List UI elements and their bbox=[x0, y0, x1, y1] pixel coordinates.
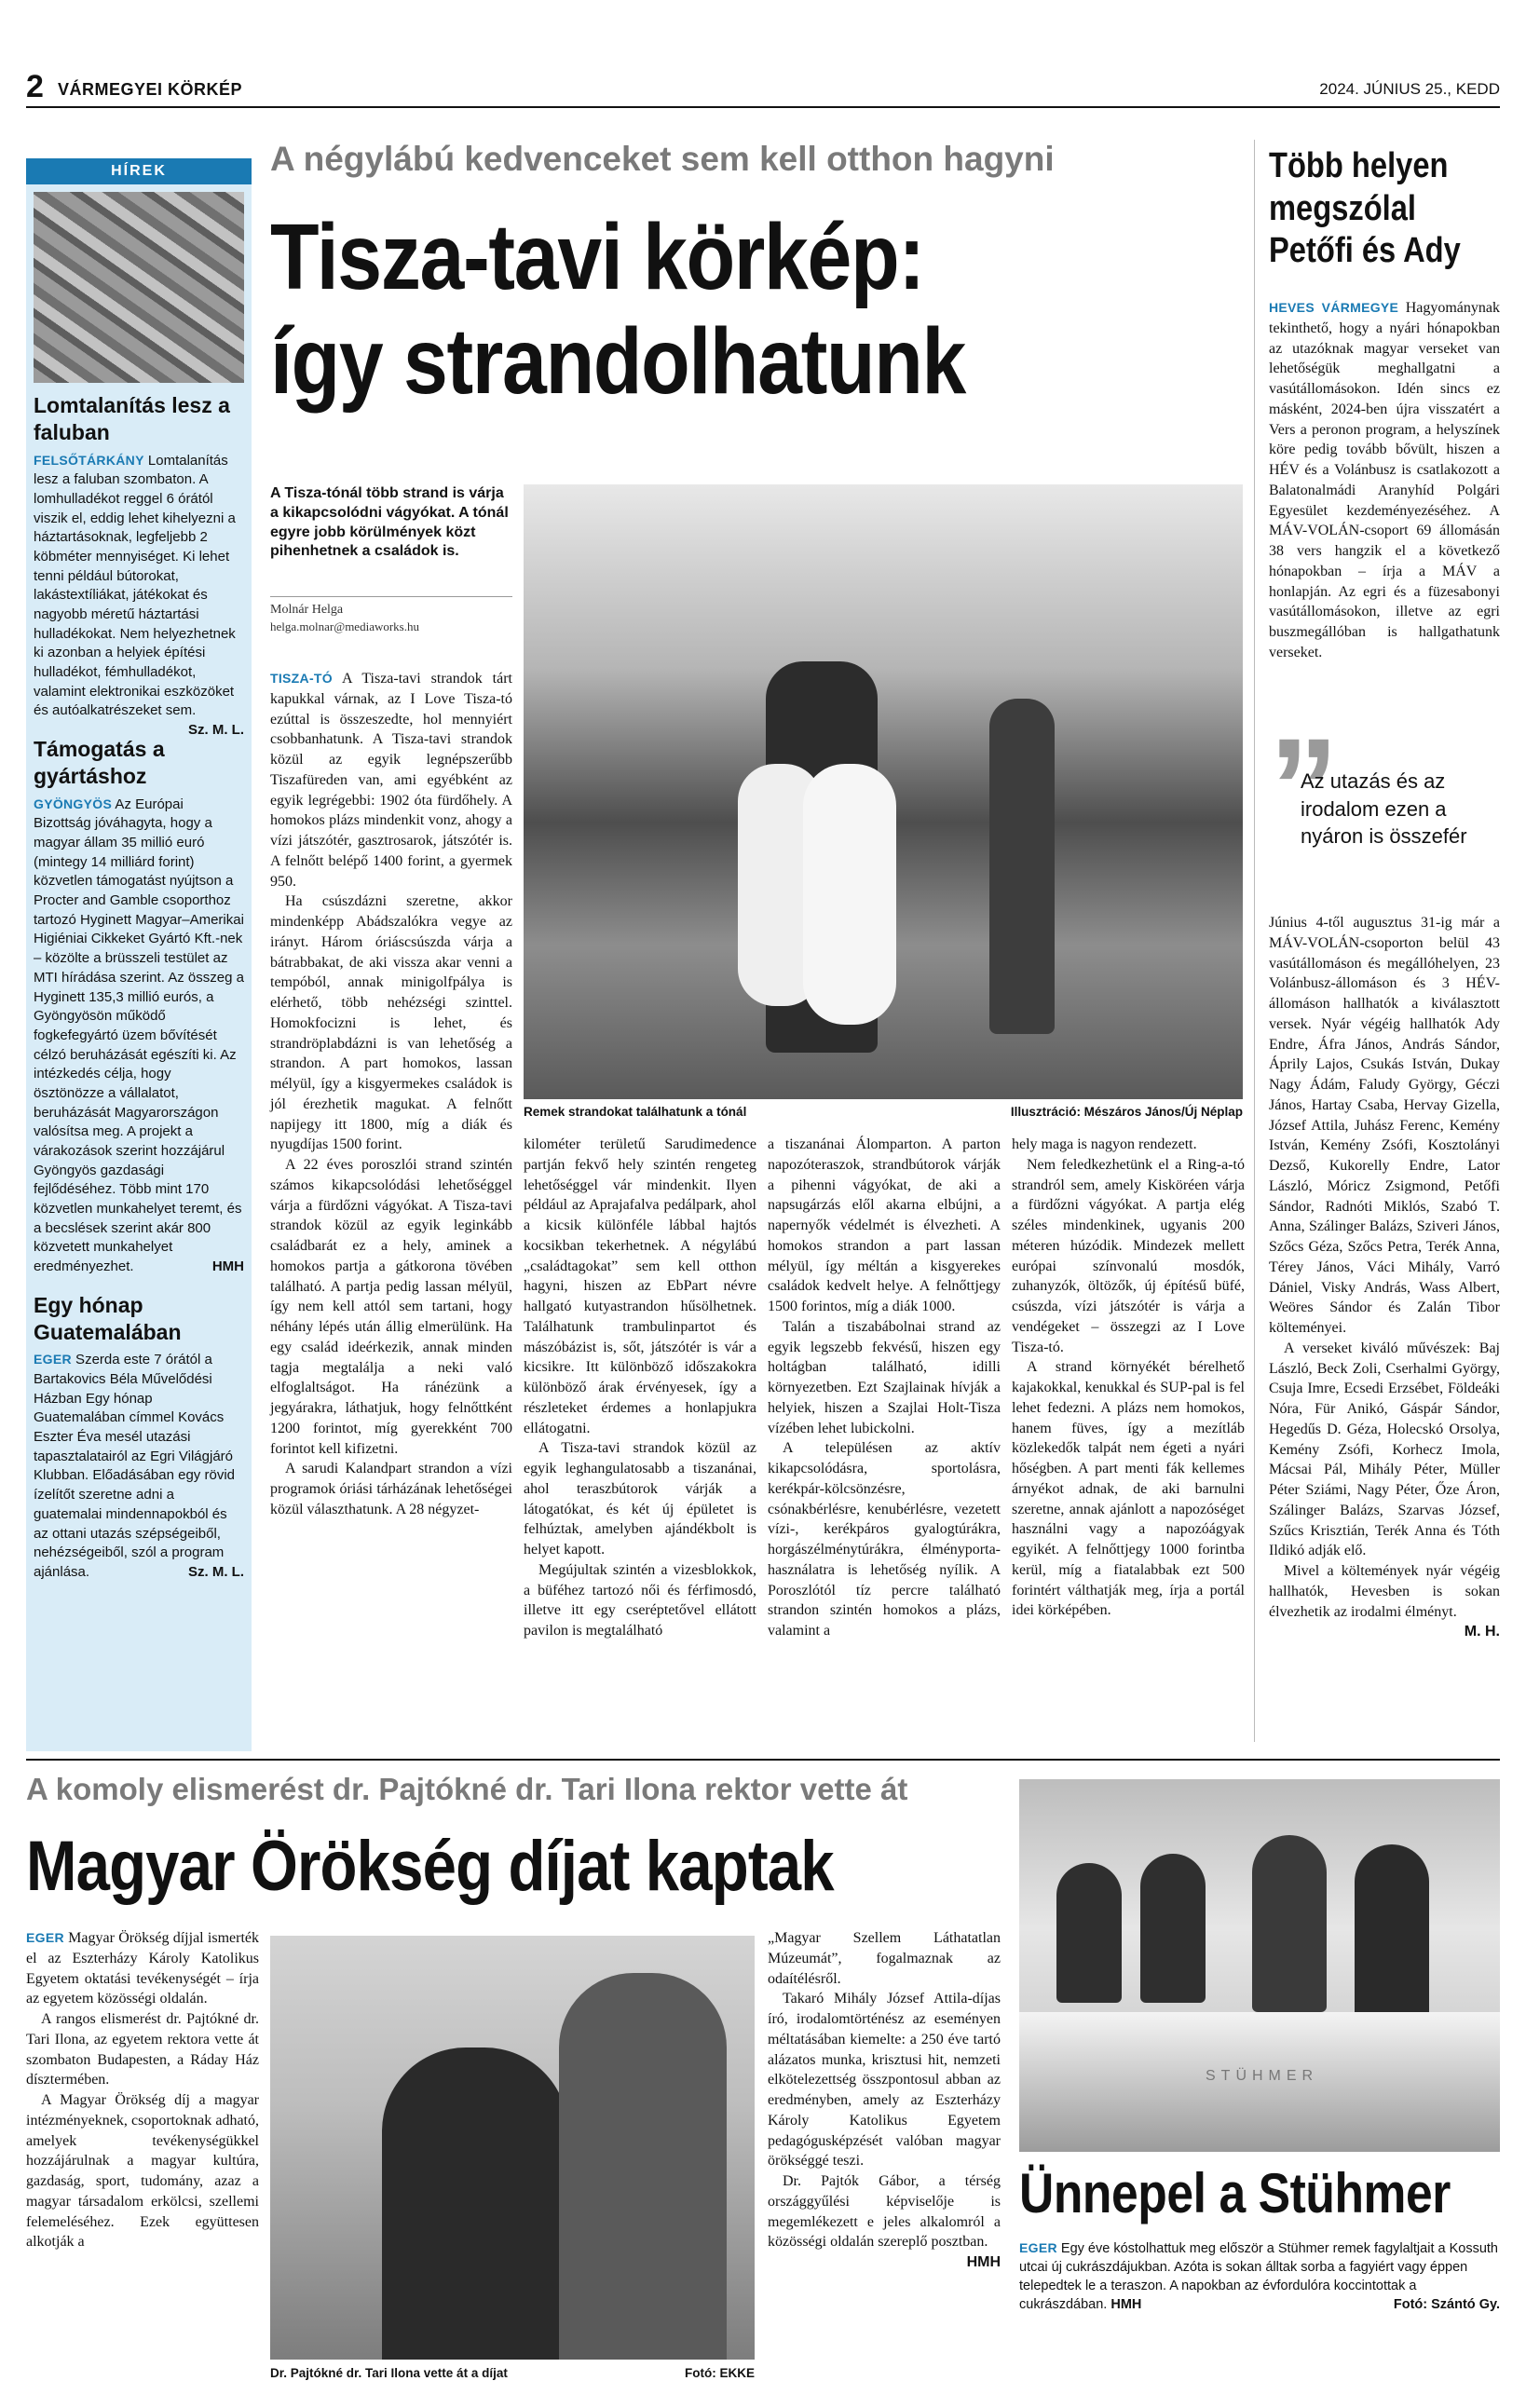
news-title: Lomtalanítás lesz a faluban bbox=[34, 393, 230, 444]
sidebar-news-item bbox=[26, 1277, 252, 1583]
page-header bbox=[26, 69, 1500, 108]
news-text: Szerda este 7 órától a Bartakovics Béla Művelődési Házban Egy hónap Guatemalában címmel Kovács Eszter Éva mesél utazási tapasztalatairól az Egri Világjáró Klubban. Előadásában egy rövid ízelítőt szeretne adni a guatemalai mindennapokból és az ottani utazás szépségeiből, nehézségeiből, szól a program ajánlása. bbox=[34, 1352, 235, 1580]
man-figure bbox=[382, 2047, 568, 2360]
woman-figure bbox=[559, 1973, 727, 2360]
beach-photo bbox=[524, 484, 1243, 1099]
news-sign: Sz. M. L. bbox=[188, 722, 244, 739]
author-email: helga.molnar@mediaworks.hu bbox=[270, 619, 419, 633]
staff-figure bbox=[1355, 1844, 1429, 2021]
news-location: FELSŐTÁRKÁNY bbox=[34, 452, 144, 468]
bottom-divider bbox=[26, 1759, 1500, 1761]
award-photo bbox=[270, 1936, 755, 2360]
stuhmer-headline: Ünnepel a Stühmer bbox=[1019, 2162, 1451, 2224]
sidebar-news-item bbox=[26, 383, 252, 739]
news-location: GYÖNGYÖS bbox=[34, 796, 113, 811]
issue-date: 2024. JÚNIUS 25., KEDD bbox=[1319, 80, 1500, 98]
bottom-sign: HMH bbox=[966, 2254, 1001, 2270]
beach-photo-caption: Remek strandokat találhatunk a tónál bbox=[524, 1105, 747, 1119]
news-sign: HMH bbox=[211, 1258, 244, 1275]
pull-quote bbox=[1269, 709, 1500, 904]
news-sign: Sz. M. L. bbox=[188, 1563, 244, 1580]
right-divider bbox=[1254, 140, 1255, 1742]
stuhmer-photo bbox=[1019, 1779, 1500, 2152]
right-body: Június 4-től augusztus 31-ig már a MÁV-VOLÁN-csoporton belül 43 vasútállomáson és megállóhelyen, 23 Volánbusz-állomáson és 3 HÉV-állomáson hallhatók a kiválasztott versek. Nyár végéig hallhatók Ady Endre, Áfra János, András Sándor, Áprily Lajos, Csukás István, Dukay Nagy Ádám, Faludy György, Géczi János, Hartay Csaba, Hervay Gizella, József Attila, Juhász Ferenc, Kemény István, Kemény Zsófi, Kosztolányi Dezső, Kukorelly Endre, Lator László, Móricz Zsigmond, Petőfi Sándor, Radnóti Miklós, Szabó T. Anna, Szálinger Balázs, Sziveri János, Szőcs Géza, Szőcs Petra, Terék Anna, Térey János, Váci Mihály, Varró Dániel, Visky András, Wass Albert, Weöres Sándor és Zalán Tibor költeményei. A verseket kiváló művészek: Baj László, Beck Zoli, Cserhalmi György, Csuja Imre, Ecsedi Erzsébet, Földeáki Nóra, Für Anikó, Gáspár Sándor, Hegedűs D. Géza, Holecskó Orsolya, Kemény Zsófi, Korhecz Imola, Mácsai Pál, Mihály Péter, Müller Péter Sziámi, Nagy Péter, Őze Áron, Szálinger Balázs, Szarvas József, Szűcs Krisztián, Terék Anna és Tóth Ildikó adják elő. Mivel a költemények nyár végéig hallhatók, Hevesben is sokan élvezhetik az irodalmi élményt. M. H. bbox=[1269, 913, 1500, 1642]
staff-figure bbox=[1056, 1863, 1122, 2003]
right-sign: M. H. bbox=[1464, 1624, 1500, 1640]
bottom-col-1: EGER Magyar Örökség díjjal ismerték el az Eszterházy Károly Katolikus Egyetem oktatási tevékenységét – írja az egyetem közösségi oldalán. A rangos elismerést dr. Pajtókné dr. Tari Ilona, az egyetem rektora vette át szombaton Budapesten, a Ráday Ház dísztermében. A Magyar Örökség díj a magyar intézményeknek, csoportoknak adható, amelyek tevékenységükkel hozzájárulnak a magyar kultúra, gazdaság, sport, tudomány, azaz a magyar társadalom erkölcsi, szellemi felemeléséhez. Ezek együttesen alkotják a bbox=[26, 1930, 259, 2251]
news-text: Lomtalanítás lesz a faluban szombaton. A lomhulladékot reggel 6 órától viszik el, eddig lehet kihelyezni a háztartásoknak, legfeljebb 2 köbméter mennyiséget. Ki lehet tenni például bútorokat, lakástextíliákat, játékokat és nagyobb méretű háztartási hulladékokat. Nem helyezhetnek ki azonban a helyiek építési hulladékot, fémhulladékot, valamint elektronikai eszközöket és autóalkatrészeket sem. bbox=[34, 452, 236, 719]
staff-figure bbox=[1140, 1854, 1206, 2003]
main-col-1: TISZA-TÓ A Tisza-tavi strandok tárt kapukkal várnak, az I Love Tisza-tó ezúttal is összeszedte, hol mennyiért csobbanhatunk. A Tisza-tavi strandok közül az egyik legnépszerűbb Tiszafüreden van, ami egyébként az egyik legrégebbi: 1902 óta fürdőhely. A homokos plázs mindenkit vonz, ahogy a vízi játszótér, gasztrosarok, játszótér is. A felnőtt belépő 1400 forint, a gyermek 950. Ha csúszdázni szeretne, akkor mindenképp Abádszalókra vegye az irányt. Három óriáscsúszda várja a bátrabbakat, de aki vissza akar venni a tempóból, annak minigolfpálya is elérhető, több nehézségi szinttel. Homokfocizni is lehet, és strandröplabdázni is van lehetőség a strandon. A part homokos, lassan mélyül, így a kisgyermekes családok is jól érezhetik magukat. A felnőtt napijegy itt 1800, míg a diák és nyugdíjas 1500 forint. A 22 éves poroszlói strand szintén számos kikapcsolódási lehetőséggel várja a fürdőzni vágyókat. A Tisza-tavi strandok közül az egyik leginkább családbarát ez a hely, aminek a homokos partja a gátkorona tövében található. A partja pedig lassan mélyül, így nem kell attól sem tartani, hogy néhány lépés után állig elmerülünk. Ha egy család ideérkezik, annak minden tagja megtalálja a neki való elfoglaltságot. Ha ránézünk a jegyárakra, láthatjuk, hogy felnőttként 1200 forintot, míg gyerekként 700 forintot kell kifizetni. A sarudi Kalandpart strandon a vízi programok óriási tárházának lehetőségei közül választhatunk. A 28 négyzet- bbox=[270, 671, 512, 1517]
counter bbox=[1019, 2012, 1500, 2152]
stuhmer-credit: Fotó: Szántó Gy. bbox=[1393, 2297, 1500, 2312]
main-location: TISZA-TÓ bbox=[270, 671, 333, 686]
main-col-4: hely maga is nagyon rendezett. Nem feledkezhetünk el a Ring-a-tó strandról sem, amely Kisköréen várja a fürdőzni vágyókat. A partja elég széles mindenkinek, ugyanis 200 méteren húzódik. Mindezek mellett európai színvonalú mosdók, zuhanyzók, öltözők, új építésű büfé, csúszda, vízi játszótér is várja a vendégeket – összegzi az I Love Tisza-tó. A strand környékét bérelhető kajakokkal, kenukkal és SUP-pal is fel lehet fedezni. A plázs nem homokos, hanem füves, így a mezítláb közlekedők talpát nem égeti a nyári hőségben. A part menti fák kellemes árnyékot adnak, de aki barnulni szeretne, annak ajánlott a napozóséget használni vagy a napozóágyak egyikét. A felnőttjegy 1000 forintba kerül, míg a fiatalabbak ezt 500 forintért válthatják meg, írja a portál idei körképében. bbox=[1012, 1136, 1245, 1619]
author-name: Molnár Helga bbox=[270, 603, 344, 617]
bottom-col-2: „Magyar Szellem Láthatatlan Múzeumát”, fogalmaznak az odaítélésről. Takaró Mihály József Attila-díjas író, irodalomtörténész az eseményen méltatásában kiemelte: a 250 éve tartó alázatos munka, krisztusi hit, nemzeti elkötelezettség összpontosul abban az eredményben, amely az Eszterházy Károly Katolikus Egyetem pedagógusképzését valóban magyar örökséggé teszi. Dr. Pajtók Gábor, a térség országgyűlési képviselője is megemlékezett e jeles alkalomról a közösségi oldalán szereplő posztban. HMH bbox=[768, 1928, 1001, 2273]
sidebar-label: HÍREK bbox=[26, 158, 252, 184]
quote-mark-icon: ” bbox=[1269, 709, 1339, 865]
main-headline bbox=[270, 205, 1103, 414]
section-title: VÁRMEGYEI KÖRKÉP bbox=[58, 80, 243, 99]
sidebar-news-item bbox=[26, 721, 252, 1277]
bottom-kicker: A komoly elismerést dr. Pajtókné dr. Tari Ilona rektor vette át bbox=[26, 1772, 908, 1806]
stuhmer-sign: HMH bbox=[1110, 2297, 1142, 2312]
author-block bbox=[270, 596, 512, 634]
news-location: EGER bbox=[34, 1352, 72, 1367]
stuhmer-shop-sign: STÜHMER bbox=[1206, 2068, 1319, 2084]
right-headline: Több helyen megszólal Petőfi és Ady bbox=[1269, 146, 1461, 271]
news-title: Támogatás a gyártáshoz bbox=[34, 737, 165, 788]
award-photo-caption: Dr. Pajtókné dr. Tari Ilona vette át a díjat bbox=[270, 2366, 508, 2380]
stuhmer-location: EGER bbox=[1019, 2240, 1057, 2255]
news-text: Az Európai Bizottság jóváhagyta, hogy a magyar állam 35 millió euró (mintegy 14 milliárd forint) közvetlen támogatást nyújtson a Procter and Gamble csoporthoz tartozó Hyginett Magyar–Amerikai Higiéniai Cikkeket Gyártó Kft.-nek – közölte a brüsszeli testület az MTI hírádása szerint. Az összeg a Hyginett 135,3 millió eurós, a Gyöngyösön működő fogkefegyártó üzem bővítését célzó beruházását egészíti ki. Az intézkedés célja, hogy ösztönözze a vállalatot, beruházását Magyarországon valósítsa meg. A projekt a várakozások szerint hozzájárul Gyöngyös gazdasági fejlődéséhez. Több mint 170 közvetlen munkahelyet teremt, és a becslések szerint akár 800 közvetett munkahelyet eredményezhet. bbox=[34, 796, 244, 1275]
right-intro: HEVES VÁRMEGYE Hagyománynak tekinthető, hogy a nyári hónapokban az utazóknak magyar verseket van lehetőségük meghallgatni a vasútállomásokon. Idén sincs ez másként, 2024-ben újra visszatért a Vers a peronon program, a helyszínek köre pedig tovább bővült, hiszen a HÉV és a Volánbusz is csatlakozott a Balatonalmádi Aranyhíd Polgári Egyesület kezdeményezéséhez. A MÁV-VOLÁN-csoport 69 állomásán 38 vers hangzik el a következő hónapokban – írja a MÁV a honlapján. Az egri és a füzesabonyi vasútállomásokon, illetve az egri buszmegállóban is hallgathatunk verseket. bbox=[1269, 300, 1500, 660]
headline-line-2: így strandolhatunk bbox=[270, 309, 966, 414]
woman-figure bbox=[989, 699, 1055, 1034]
bottom-location: EGER bbox=[26, 1930, 64, 1945]
main-col-2: kilométer területű Sarudimedence partján fekvő hely szintén rengeteg lehetőséggel vár mindenkit. Ilyen például az Aprajafalva pedálpark, ahol a kicsik különféle lábbal hajtós kocsikban tekerhetnek. A négylábú „családtagokat” sem kell otthon hagyni, hiszen az EbPart névre hallgató kutyastrandon hűsölhetnek. Találhatunk trambulinpartot és mászóbázist is, sőt, játszótér is vár a kicsikre. Itt különböző időszakokra különböző árak érvényesek, így a részleteket érdemes a honlapjukra ellátogatni. A Tisza-tavi strandok közül az egyik leghangulatosabb a tiszanánai, ahol teraszbútorok várják a látogatókat, és két új épületet is felhúztak, amelyben ajándékbolt is helyet kapott. Megújultak szintén a vizesblokkok, a büféhez tartozó női és férfimosdó, illetve itt egy cseréptetővel ellátott pavilon is megtalálható bbox=[524, 1136, 756, 1639]
main-col-3: a tiszanánai Álomparton. A parton napozóteraszok, strandbútorok várják a pihenni vágyókat, de aki a napsugárzás elől akarna elbújni, a napernyők védelmét is élvezheti. A homokos strandon a part lassan mélyül, így méltán a kisgyerekes családok kedvelt helye. A felnőttjegy 1500 forintos, míg a diák 1000. Talán a tiszabábolnai strand az egyik legszebb fekvésű, hiszen egy holtágban található, idilli környezetben. Ezt Szajlainak hívják a helyiek, hiszen a Szajlai Holt-Tisza vízében lehet lubickolni. A településen az aktív kikapcsolódásra, sportolásra, kerékpár-kölcsönzésre, csónakbérlésre, kenubérlésre, vezetett vízi-, kerékpáros gyalogtúrákra, horgászélménytúrákra, élményporta-használatra is lehetőség nyílik. A Poroszlótól tíz percre található strandon szintén homokos a plázs, valamint a bbox=[768, 1136, 1001, 1639]
news-title: Egy hónap Guatemalában bbox=[34, 1292, 182, 1344]
beach-photo-credit: Illusztráció: Mészáros János/Új Néplap bbox=[1010, 1105, 1243, 1119]
main-lead: A Tisza-tónál több strand is várja a kikapcsolódni vágyókat. A tónál egyre jobb körülmények közt pihenhetnek a családok is. bbox=[270, 485, 509, 560]
right-location: HEVES VÁRMEGYE bbox=[1269, 300, 1399, 315]
quote-text: Az utazás és az irodalom ezen a nyáron is összefér bbox=[1301, 769, 1467, 849]
sidebar-photo bbox=[34, 192, 244, 383]
main-kicker: A négylábú kedvenceket sem kell otthon hagyni bbox=[270, 140, 1055, 178]
award-photo-credit: Fotó: EKKE bbox=[685, 2366, 755, 2380]
headline-line-1: Tisza-tavi körkép: bbox=[270, 205, 924, 309]
page-number: 2 bbox=[26, 69, 44, 104]
news-sidebar bbox=[26, 158, 252, 1751]
man-figure bbox=[1252, 1835, 1327, 2012]
sup-board bbox=[803, 764, 896, 1025]
stuhmer-text: EGER Egy éve kóstolhattuk meg először a Stühmer remek fagylaltjait a Kossuth utcai új cukrászdájukban. Azóta is sokan álltak sorba a fagyiért vagy éppen telepedtek le a teraszon. A napokban az évfordulóra koccintottak a cukrászdában. HMH Fotó: Szántó Gy. bbox=[1019, 2240, 1500, 2312]
bottom-headline: Magyar Örökség díjat kaptak bbox=[26, 1827, 834, 1906]
